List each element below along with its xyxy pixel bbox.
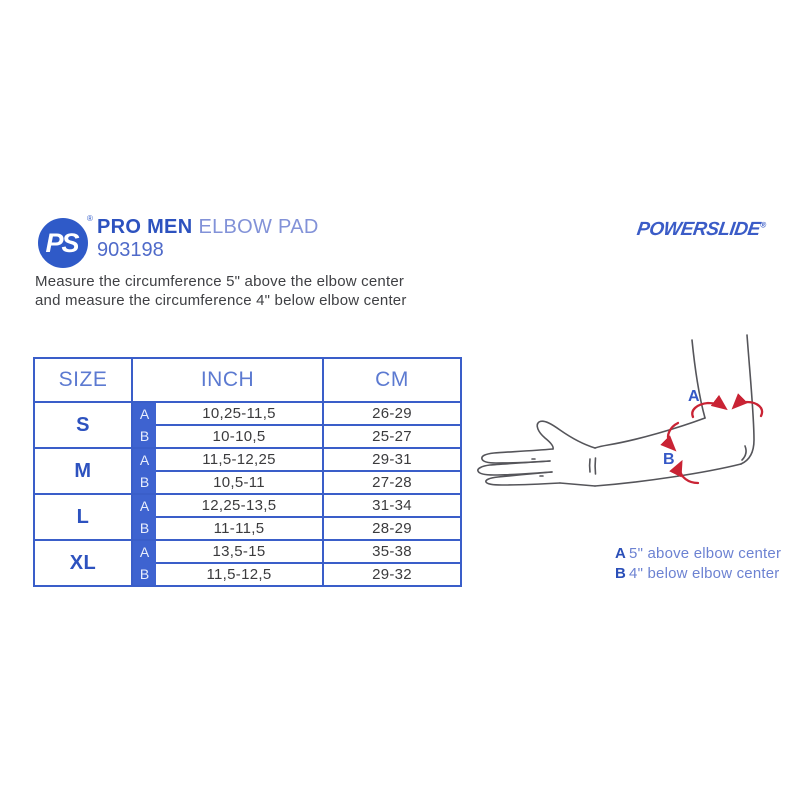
size-label-l: L: [34, 494, 132, 540]
value-inch: 11-11,5: [156, 517, 323, 540]
value-inch: 10-10,5: [156, 425, 323, 448]
ab-label: B: [132, 563, 156, 586]
table-row: [34, 540, 461, 563]
legend-key-b: B: [615, 564, 627, 582]
table-row: [34, 494, 461, 517]
value-inch: 10,25-11,5: [156, 402, 323, 425]
value-inch: 11,5-12,5: [156, 563, 323, 586]
ab-label: A: [132, 448, 156, 471]
col-header-inch: INCH: [132, 358, 323, 402]
legend-text-b: 4" below elbow center: [629, 564, 780, 582]
measure-arrow-a-left-icon: [692, 403, 725, 417]
ab-label: B: [132, 425, 156, 448]
ab-label: A: [132, 494, 156, 517]
ab-label: A: [132, 402, 156, 425]
legend-line-a: [615, 544, 781, 564]
product-title-block: [97, 216, 319, 262]
value-inch: 12,25-13,5: [156, 494, 323, 517]
legend-text-a: 5" above elbow center: [629, 545, 782, 562]
ps-logo: PS: [38, 218, 88, 268]
table-row: [34, 402, 461, 425]
value-cm: 25-27: [323, 425, 461, 448]
product-sku: 903198: [97, 239, 164, 261]
col-header-size: SIZE: [34, 358, 132, 402]
value-cm: 35-38: [323, 540, 461, 563]
value-cm: 28-29: [323, 517, 461, 540]
arm-diagram: [460, 300, 780, 510]
powerslide-registered-mark: ®: [759, 220, 767, 230]
ab-label: A: [132, 540, 156, 563]
ps-logo-registered-mark: ®: [87, 214, 93, 223]
arm-outline-icon: [478, 335, 754, 486]
size-label-xl: XL: [34, 540, 132, 586]
legend-key-a: A: [615, 545, 627, 562]
powerslide-logo-text: POWERSLIDE: [635, 219, 762, 240]
value-cm: 26-29: [323, 402, 461, 425]
legend-line-b: [615, 564, 781, 584]
value-cm: 27-28: [323, 471, 461, 494]
product-title: [97, 216, 319, 239]
table-row: [34, 448, 461, 471]
diagram-legend: [615, 544, 781, 583]
size-label-s: S: [34, 402, 132, 448]
value-cm: 29-31: [323, 448, 461, 471]
value-inch: 13,5-15: [156, 540, 323, 563]
col-header-cm: CM: [323, 358, 461, 402]
value-inch: 11,5-12,25: [156, 448, 323, 471]
value-inch: 10,5-11: [156, 471, 323, 494]
diagram-label-b: B: [663, 451, 675, 468]
table-header-row: [34, 358, 461, 402]
size-label-m: M: [34, 448, 132, 494]
ab-label: B: [132, 471, 156, 494]
measure-arrow-a-right-icon: [734, 402, 762, 416]
size-table: [33, 357, 462, 587]
measuring-instructions-line1: Measure the circumference 5" above the elbow center: [35, 273, 405, 290]
ab-label: B: [132, 517, 156, 540]
value-cm: 31-34: [323, 494, 461, 517]
value-cm: 29-32: [323, 563, 461, 586]
diagram-label-a: A: [688, 388, 700, 405]
product-type-label: ELBOW PAD: [198, 216, 319, 238]
product-line-label: PRO MEN: [97, 216, 193, 238]
measuring-instructions: [35, 273, 407, 310]
powerslide-logo: [635, 219, 766, 241]
measuring-instructions-line2: and measure the circumference 4" below elbow center: [35, 291, 407, 309]
